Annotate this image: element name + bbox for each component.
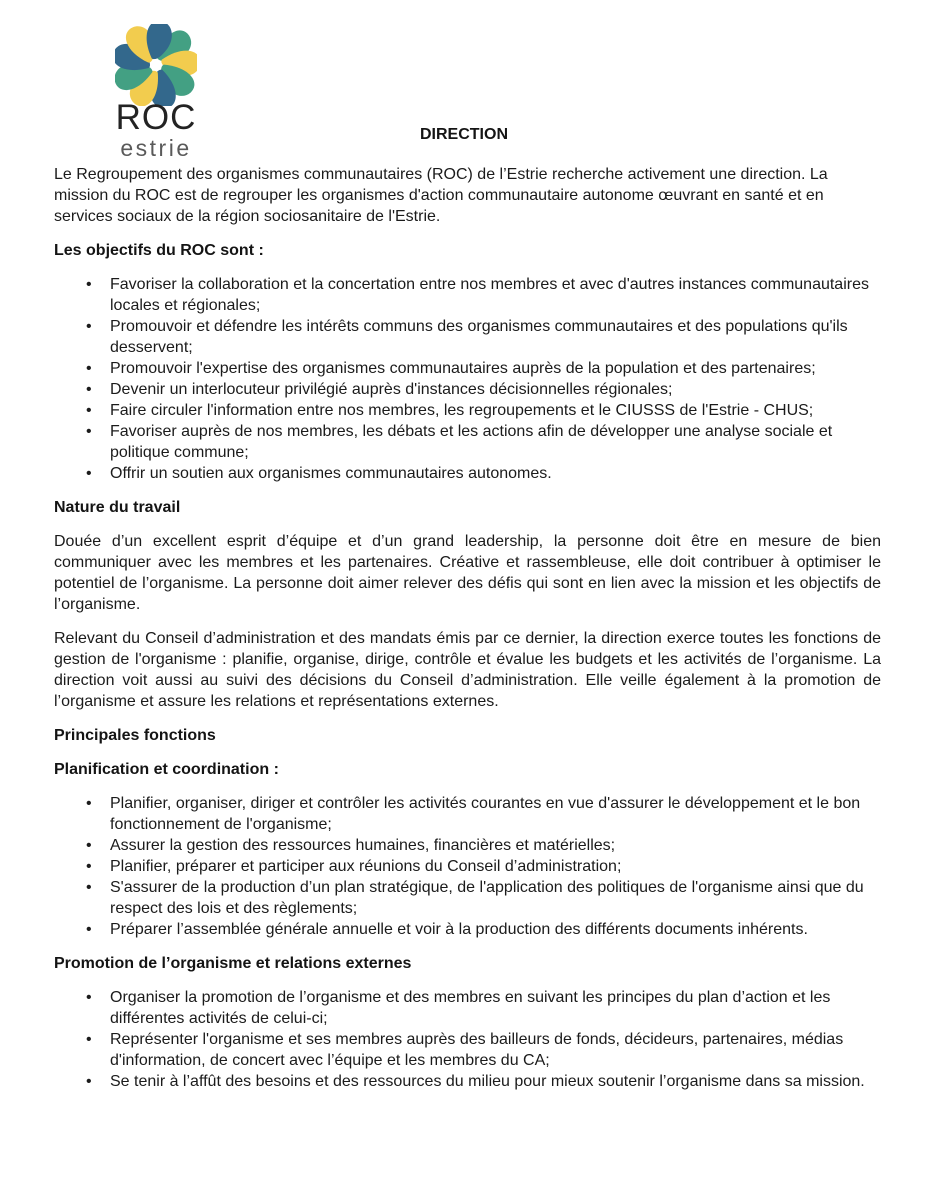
- list-item: • Planifier, préparer et participer aux réunions du Conseil d’administration;: [54, 856, 881, 877]
- document-body: [0, 164, 928, 1092]
- promotion-heading: Promotion de l’organisme et relations externes: [54, 955, 412, 972]
- intro-paragraph: Le Regroupement des organismes communautaires (ROC) de l’Estrie recherche activement une direction. La mission du ROC est de regrouper les organismes d'action communautaire autonome œuvrant en santé et en services sociaux de la région sociosanitaire de l'Estrie.: [54, 166, 828, 225]
- list-item: • Représenter l'organisme et ses membres auprès des bailleurs de fonds, décideurs, partenaires, médias d'information, de concert avec l’équipe et les membres du CA;: [54, 1029, 881, 1071]
- list-item: • Assurer la gestion des ressources humaines, financières et matérielles;: [54, 835, 881, 856]
- objectives-list: [54, 274, 881, 484]
- planification-list: [54, 793, 881, 940]
- list-item: • Favoriser auprès de nos membres, les débats et les actions afin de développer une analyse sociale et politique commune;: [54, 421, 881, 463]
- nature-paragraph-1: Douée d’un excellent esprit d’équipe et d’un grand leadership, la personne doit être en mesure de bien communiquer avec les membres et les partenaires. Créative et rassembleuse, elle doit contribuer à optimiser le potentiel de l’organisme. La personne doit aimer relever des défis qui sont en lien avec la mission et les objectifs de l’organisme.: [54, 533, 881, 613]
- nature-heading: Nature du travail: [54, 499, 181, 516]
- brand-region: estrie: [120, 135, 192, 161]
- document-header: [0, 0, 928, 164]
- list-item: • Offrir un soutien aux organismes communautaires autonomes.: [54, 463, 881, 484]
- nature-paragraph-2: Relevant du Conseil d’administration et des mandats émis par ce dernier, la direction exerce toutes les fonctions de gestion de l'organisme : planifie, organise, dirige, contrôle et évalue les budgets et les activités de l’organisme. La direction voit aussi au suivi des décisions du Conseil d’administration. Elle veille également à la promotion de l’organisme et assure les relations et représentations externes.: [54, 630, 881, 710]
- list-item: • Préparer l’assemblée générale annuelle et voir à la production des différents documents inhérents.: [54, 919, 881, 940]
- list-item: • Promouvoir et défendre les intérêts communs des organismes communautaires et des populations qu'ils desservent;: [54, 316, 881, 358]
- list-item: • Devenir un interlocuteur privilégié auprès d'instances décisionnelles régionales;: [54, 379, 881, 400]
- list-item: • Planifier, organiser, diriger et contrôler les activités courantes en vue d'assurer le développement et le bon fonctionnement de l'organisme;: [54, 793, 881, 835]
- page-title: DIRECTION: [420, 126, 508, 143]
- list-item: • Se tenir à l’affût des besoins et des ressources du milieu pour mieux soutenir l’organisme dans sa mission.: [54, 1071, 881, 1092]
- list-item: • Favoriser la collaboration et la concertation entre nos membres et avec d'autres instances communautaires locales et régionales;: [54, 274, 881, 316]
- list-item: • Promouvoir l'expertise des organismes communautaires auprès de la population et des partenaires;: [54, 358, 881, 379]
- list-item: • S'assurer de la production d’un plan stratégique, de l'application des politiques de l'organisme ainsi que du respect des lois et des règlements;: [54, 877, 881, 919]
- brand-name: ROC: [115, 98, 197, 137]
- flower-icon: [115, 24, 197, 106]
- list-item: • Faire circuler l'information entre nos membres, les regroupements et le CIUSSS de l'Estrie - CHUS;: [54, 400, 881, 421]
- planification-heading: Planification et coordination :: [54, 761, 279, 778]
- promotion-list: [54, 987, 881, 1092]
- objectives-heading: Les objectifs du ROC sont :: [54, 242, 264, 259]
- list-item: • Organiser la promotion de l’organisme et des membres en suivant les principes du plan d’action et les différentes activités de celui-ci;: [54, 987, 881, 1029]
- fonctions-heading: Principales fonctions: [54, 727, 216, 744]
